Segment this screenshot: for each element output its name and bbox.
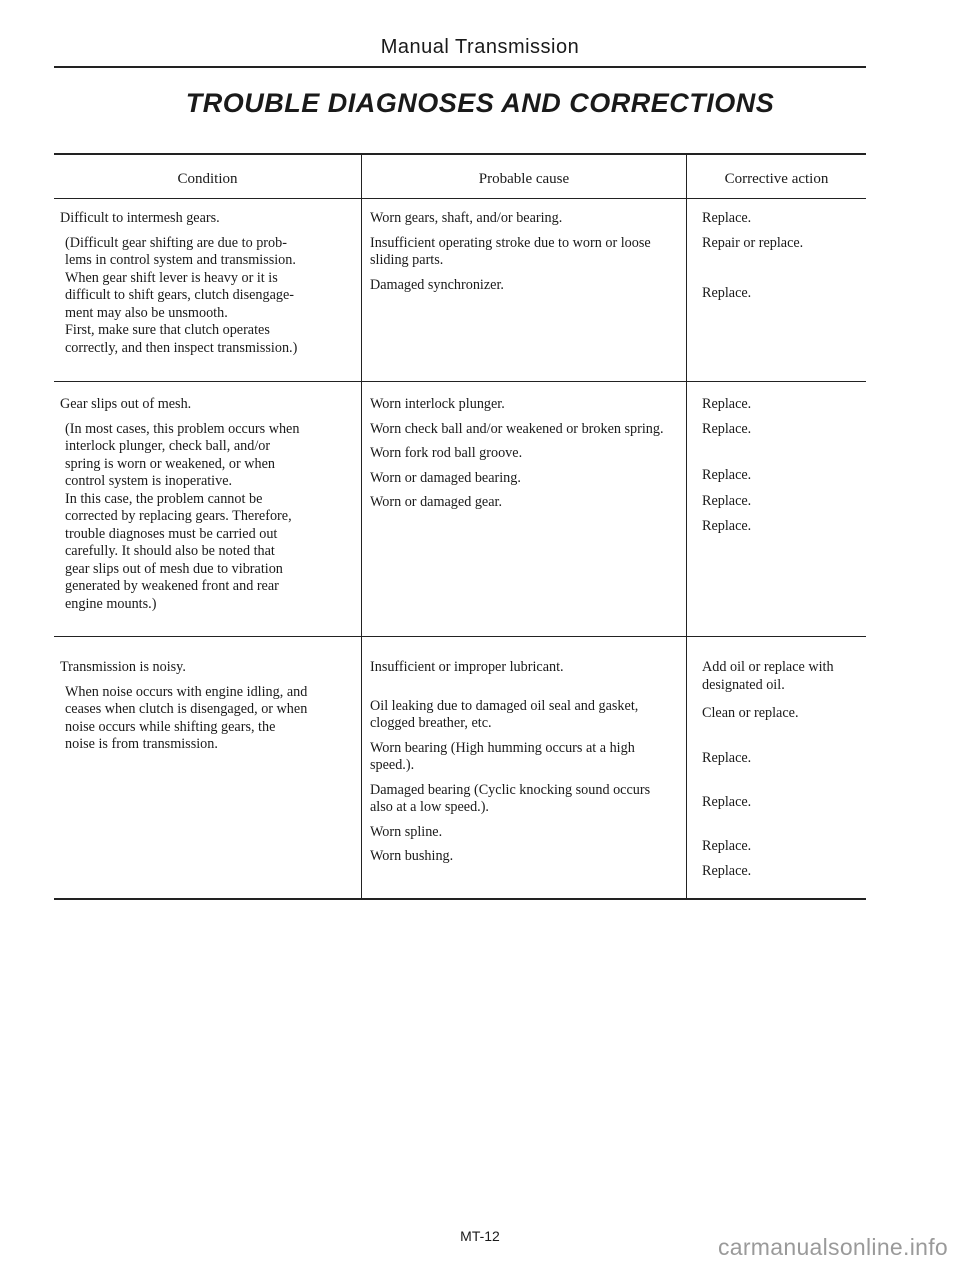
action-item: Replace. [702,421,752,437]
condition-note-line: When gear shift lever is heavy or it is [65,269,278,286]
cause-item: Worn spline. [370,823,443,840]
row-divider-2 [54,636,866,637]
condition-title: Difficult to intermesh gears. [60,210,220,226]
action-item: Clean or replace. [702,705,799,721]
action-item: Repair or replace. [702,235,804,251]
cause-cell [370,659,666,873]
condition-note-line: noise is from transmission. [65,736,218,752]
action-item: Replace. [702,467,752,483]
cause-cell [370,396,666,519]
action-item: Replace. [702,518,752,534]
column-header-action: Corrective action [724,171,829,187]
page-number: MT-12 [460,1228,500,1244]
condition-note-line: ceases when clutch is disengaged, or when [65,701,308,717]
column-divider-2 [686,154,687,898]
action-item: Replace. [702,794,752,810]
condition-cell [60,659,336,754]
cause-item: Worn check ball and/or weakened or broken spring. [370,420,664,437]
cause-item: Damaged bearing (Cyclic knocking sound occurs also at a low speed.). [370,781,651,815]
condition-note-line: gear slips out of mesh due to vibration [65,560,283,577]
table-bottom-border [54,898,866,900]
condition-note-line: correctly, and then inspect transmission.) [65,339,298,356]
column-divider-1 [361,154,362,898]
action-item: Replace. [702,838,752,854]
condition-note-line: control system is inoperative. [65,473,233,489]
condition-note-line: generated by weakened front and rear [65,578,279,594]
cause-item: Worn interlock plunger. [370,396,505,412]
cause-item: Damaged synchronizer. [370,276,504,293]
action-item: Replace. [702,210,752,226]
cause-item: Worn or damaged gear. [370,494,503,510]
condition-note-line: ment may also be unsmooth. [65,304,228,321]
header-bottom-border [54,198,866,199]
cause-item: Oil leaking due to damaged oil seal and gasket, clogged breather, etc. [370,697,639,731]
cause-item: Worn bushing. [370,848,454,864]
condition-note-line: When noise occurs with engine idling, and [65,683,308,700]
header-rule [54,66,866,68]
cause-cell [370,210,666,301]
condition-cell [60,210,336,357]
condition-note-line: (Difficult gear shifting are due to prob- [65,234,287,251]
page-title: TROUBLE DIAGNOSES AND CORRECTIONS [185,88,775,118]
action-item: Replace. [702,863,752,879]
action-item: Replace. [702,396,752,412]
cause-item: Worn fork rod ball groove. [370,445,523,461]
condition-note-line: carefully. It should also be noted that [65,543,275,559]
table-top-border [54,153,866,155]
condition-note-line: In this case, the problem cannot be [65,490,263,507]
action-item: Add oil or replace with designated oil. [702,659,834,693]
condition-note-line: interlock plunger, check ball, and/or [65,438,271,454]
running-header: Manual Transmission [380,36,580,58]
condition-note-line: trouble diagnoses must be carried out [65,525,278,542]
condition-title: Transmission is noisy. [60,659,186,675]
condition-note-line: noise occurs while shifting gears, the [65,718,276,735]
condition-note-line: First, make sure that clutch operates [65,322,270,338]
cause-item: Worn gears, shaft, and/or bearing. [370,210,563,226]
column-header-condition: Condition [177,171,238,187]
action-item: Replace. [702,493,752,509]
condition-note-line: difficult to shift gears, clutch disengage- [65,287,295,303]
condition-note [60,421,336,614]
cause-item: Insufficient operating stroke due to worn or loose sliding parts. [370,234,651,268]
row-divider-1 [54,381,866,382]
condition-note-line: (In most cases, this problem occurs when [65,420,300,437]
condition-cell [60,396,336,613]
condition-note [60,684,336,754]
action-item: Replace. [702,285,752,301]
condition-note-line: engine mounts.) [65,595,157,612]
cause-item: Worn bearing (High humming occurs at a high speed.). [370,739,635,773]
action-item: Replace. [702,750,752,766]
condition-note-line: corrected by replacing gears. Therefore, [65,508,292,524]
condition-note [60,235,336,358]
column-header-cause: Probable cause [478,171,570,187]
condition-note-line: spring is worn or weakened, or when [65,455,275,472]
watermark: carmanualsonline.info [717,1234,948,1260]
condition-note-line: lems in control system and transmission. [65,252,296,268]
cause-item: Worn or damaged bearing. [370,469,521,486]
cause-item: Insufficient or improper lubricant. [370,659,564,675]
condition-title: Gear slips out of mesh. [60,396,192,412]
